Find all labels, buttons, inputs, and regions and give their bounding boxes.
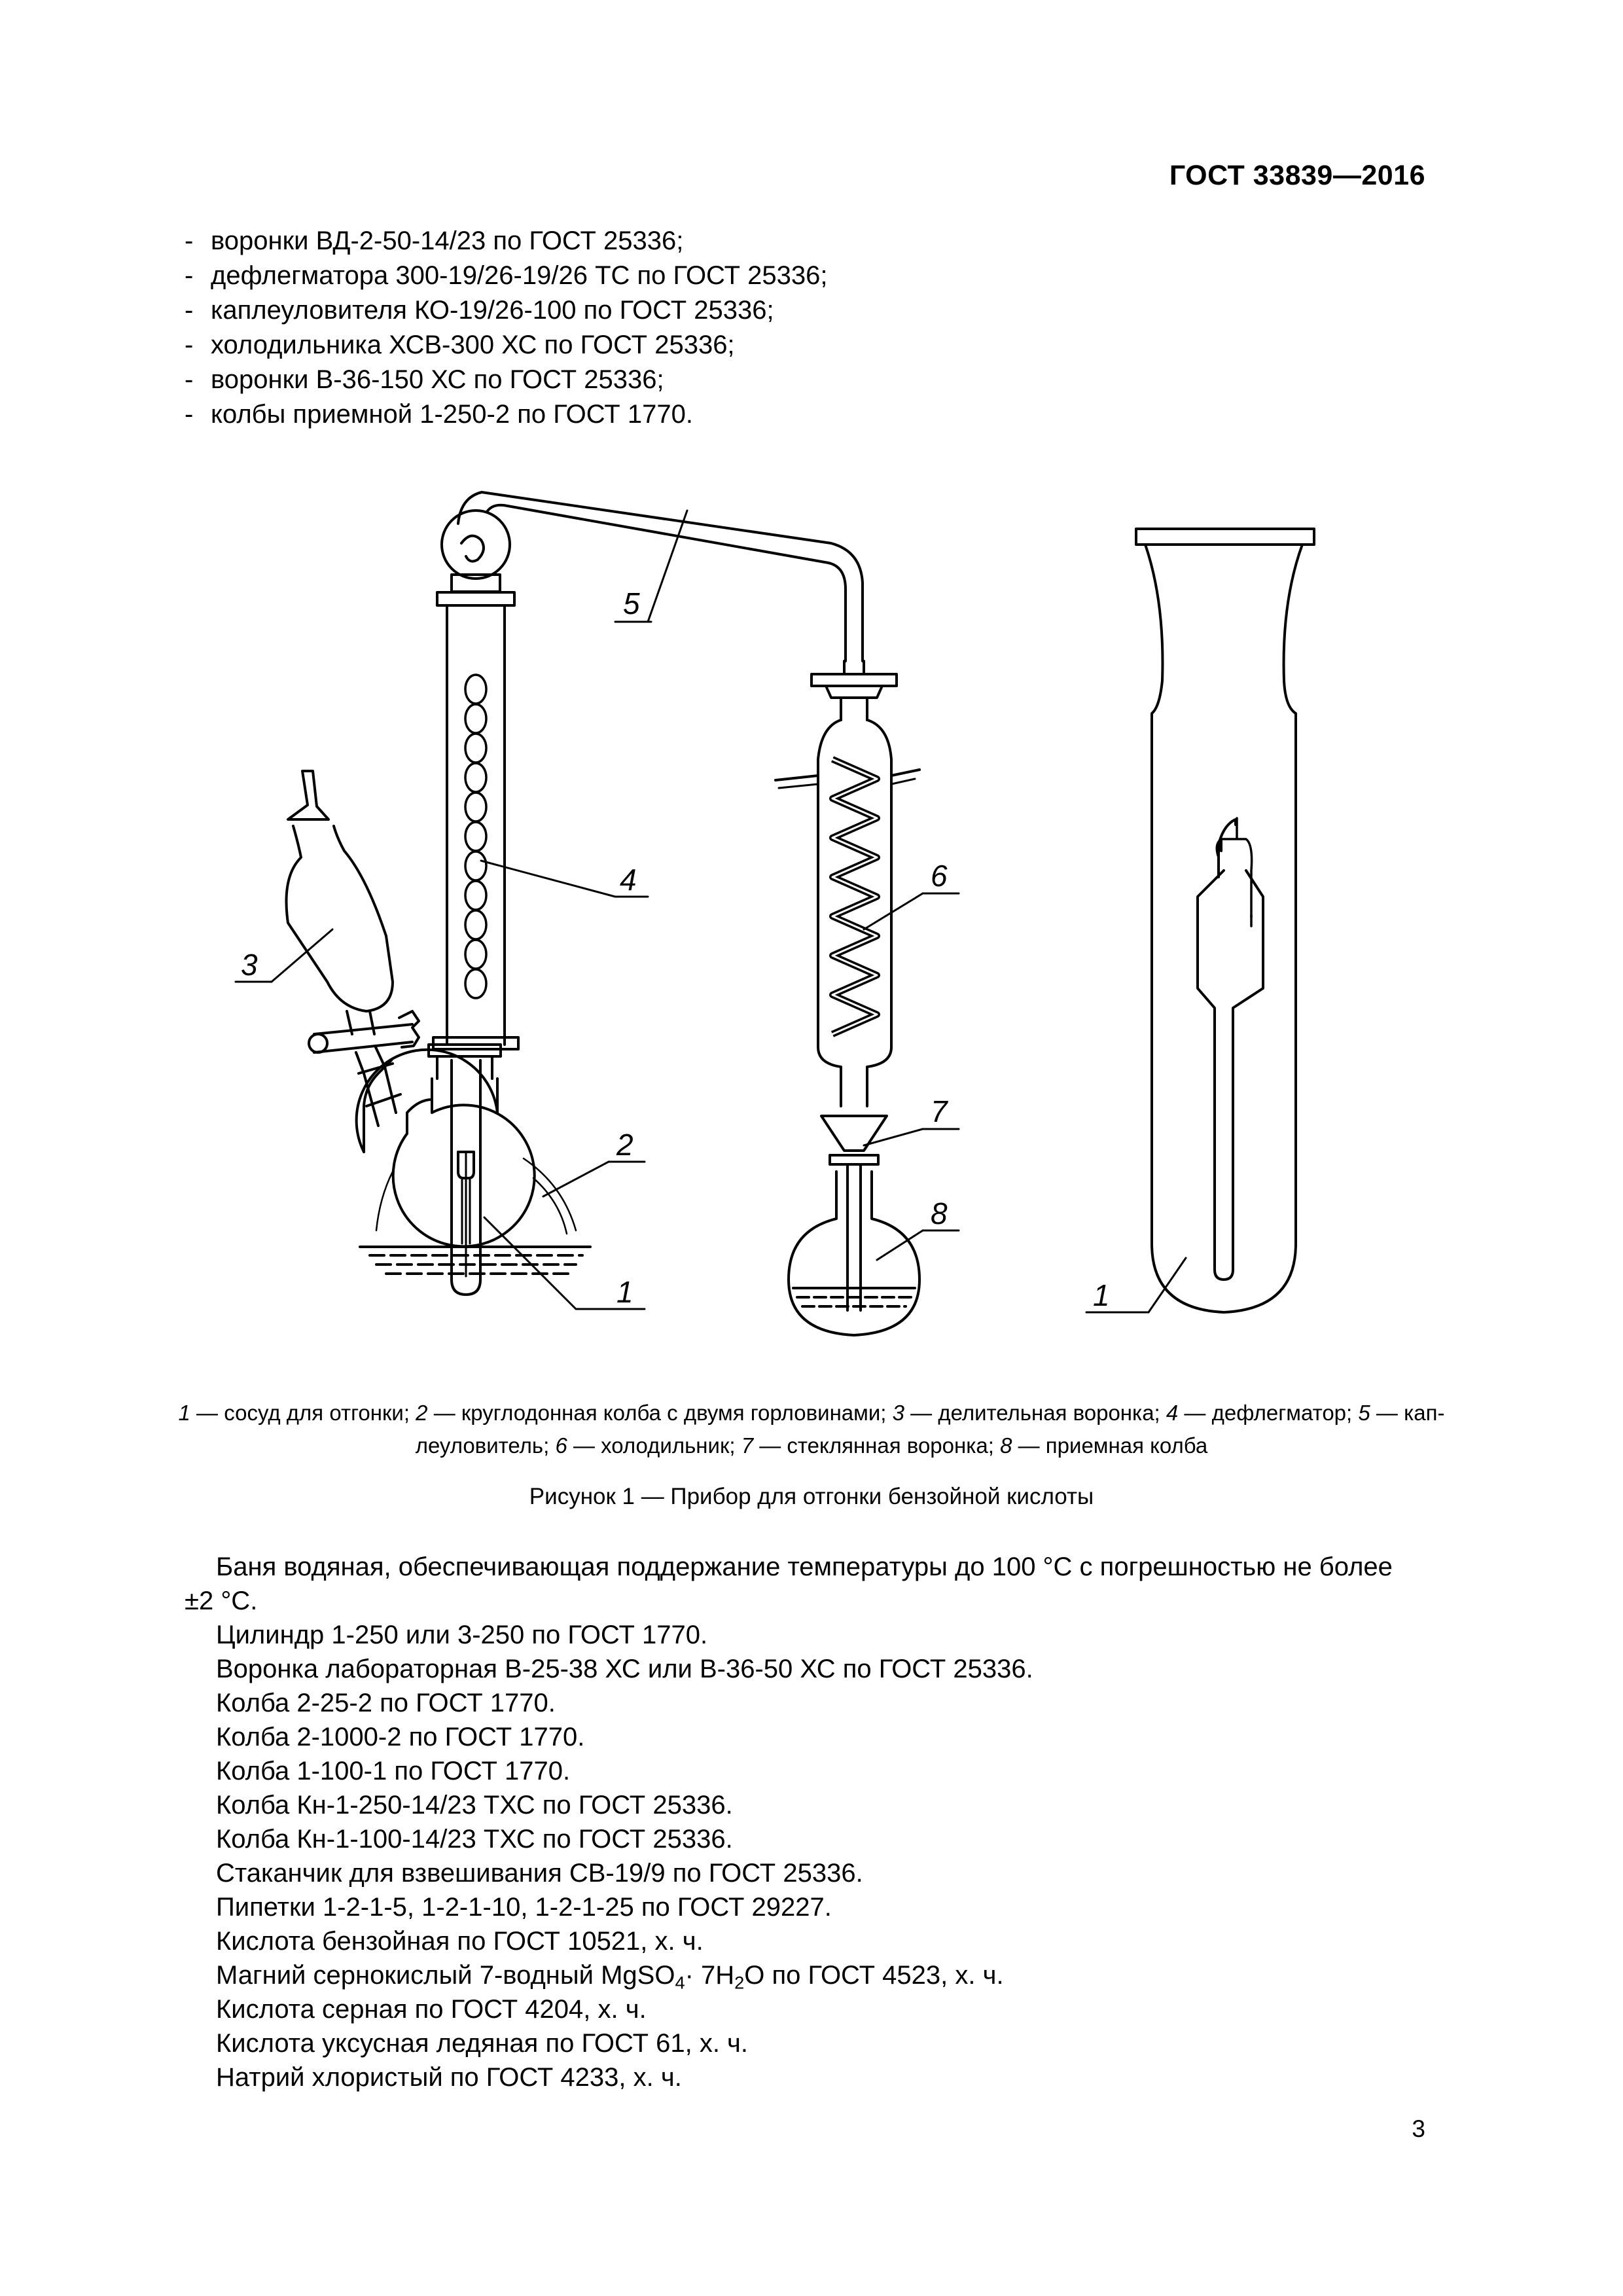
list-item-text: каплеуловителя КО-19/26-100 по ГОСТ 25336; [211,296,774,325]
caption-text: — холодильник; [567,1433,741,1458]
caption-text: — круглодонная колба с двумя горловинами; [427,1401,893,1425]
caption-number: 2 [416,1401,428,1425]
dephlegmator [433,592,518,1270]
figure-labels [241,586,1110,1312]
list-item-text: колбы приемной 1-250-2 по ГОСТ 1770. [211,400,693,429]
caption-number: 6 [555,1433,567,1458]
list-item: Колба 2-25-2 по ГОСТ 1770. [216,1689,556,1717]
list-dash: - [185,400,194,429]
figure-caption [0,1397,1623,1462]
paragraph [185,1550,1441,1584]
body-list [185,1618,1441,2094]
caption-text: — делительная воронка; [904,1401,1166,1425]
page-number: 3 [1412,2115,1425,2142]
label-7: 7 [931,1094,948,1128]
list-item: Натрий хлористый по ГОСТ 4233, х. ч. [216,2063,682,2092]
caption-number: 7 [741,1433,754,1458]
caption-text: леуловитель; [415,1433,556,1458]
caption-number: 8 [1000,1433,1012,1458]
caption-text: — приемная колба [1012,1433,1208,1458]
separatory-funnel [287,771,419,1126]
list-item: Колба Кн-1-250-14/23 ТХС по ГОСТ 25336. [216,1791,733,1820]
list-item: Цилиндр 1-250 или 3-250 по ГОСТ 1770. [216,1621,708,1649]
formula-text: O по ГОСТ 4523, х. ч. [744,1961,1004,1990]
receiving-flask [789,1172,919,1335]
label-8: 8 [931,1196,948,1230]
distillation-vessel-detail [1136,529,1314,1312]
list-dash: - [185,331,194,359]
list-item: Воронка лабораторная В-25-38 ХС или В-36-50 ХС по ГОСТ 25336. [216,1655,1033,1683]
subscript: 2 [734,1972,745,1993]
figure-title: Рисунок 1 — Прибор для отгонки бензойной кислоты [529,1484,1094,1509]
list-dash: - [185,365,194,394]
list-dash: - [185,296,194,325]
caption-number: 3 [892,1401,904,1425]
label-3: 3 [241,948,258,982]
list-item-text: воронки В-36-150 ХС по ГОСТ 25336; [211,365,664,394]
formula-text: Магний сернокислый 7-водный MgSO [216,1961,675,1990]
caption-text: — стеклянная воронка; [753,1433,1001,1458]
list-item: Пипетки 1-2-1-5, 1-2-1-10, 1-2-1-25 по ГОСТ 29227. [216,1893,832,1922]
list-item: Колба 2-1000-2 по ГОСТ 1770. [216,1723,585,1751]
caption-text: — сосуд для отгонки; [190,1401,416,1425]
label-1-left: 1 [616,1275,633,1309]
list-item: Кислота серная по ГОСТ 4204, х. ч. [216,1995,647,2024]
list-item-mgso4 [216,1958,1441,1992]
list-item-text: дефлегматора 300-19/26-19/26 ТС по ГОСТ 25336; [211,261,828,290]
list-item-text: воронки ВД-2-50-14/23 по ГОСТ 25336; [211,226,684,255]
list-item: Колба 1-100-1 по ГОСТ 1770. [216,1757,571,1785]
glass-funnel [821,1116,887,1310]
caption-number: 1 [178,1401,190,1425]
caption-line [0,1429,1623,1462]
list-dash: - [185,261,194,290]
label-4: 4 [620,863,637,897]
caption-number: 5 [1358,1401,1370,1425]
paragraph-continuation: ±2 °С. [185,1587,258,1615]
distillation-vessel [452,1060,480,1295]
caption-text: — дефлегматор; [1178,1401,1359,1425]
formula-text: · 7H [685,1961,735,1990]
label-6: 6 [931,859,948,893]
bead-chain [465,675,486,998]
caption-number: 4 [1166,1401,1179,1425]
list-item: Стаканчик для взвешивания СВ-19/9 по ГОСТ 25336. [216,1859,863,1888]
list-item: Колба Кн-1-100-14/23 ТХС по ГОСТ 25336. [216,1825,733,1854]
caption-text: — кап- [1370,1401,1445,1425]
list-item: Кислота уксусная ледяная по ГОСТ 61, х. ч. [216,2029,749,2058]
list-item-text: холодильника ХСВ-300 ХС по ГОСТ 25336; [211,331,735,359]
list-item: Кислота бензойная по ГОСТ 10521, х. ч. [216,1927,704,1956]
subscript: 4 [675,1972,685,1993]
label-1-right: 1 [1093,1278,1110,1312]
label-5: 5 [623,586,640,620]
label-2: 2 [616,1128,633,1162]
body-text [185,1550,1441,2094]
paragraph-text: Баня водяная, обеспечивающая поддержание температуры до 100 °С с погрешностью не более [216,1552,1393,1581]
list-dash: - [185,226,194,255]
document-header: ГОСТ 33839—2016 [1169,160,1425,191]
condenser [776,674,919,1106]
caption-line [0,1397,1623,1429]
